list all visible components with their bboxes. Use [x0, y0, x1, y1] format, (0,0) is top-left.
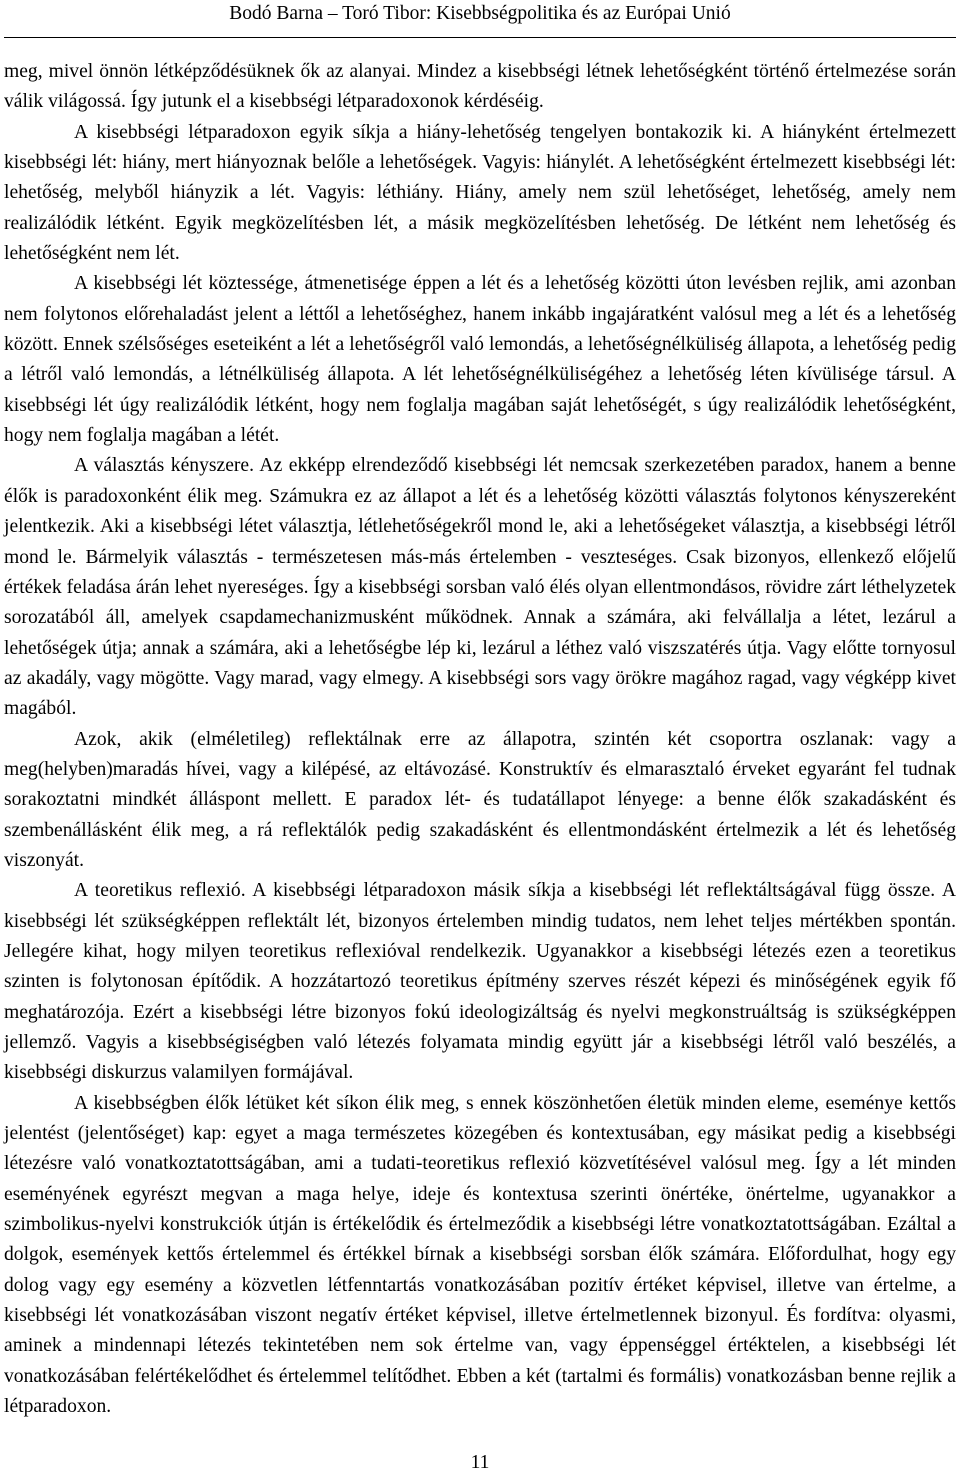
paragraph-theoretical-reflection: A teoretikus reflexió. A kisebbségi létparadoxon másik síkja a kisebbségi lét reflektáltságával függ össze. A kisebbségi lét szükségképpen reflektált lét, bizonyos értelemben mindig tudatos, nem lehet teljes mértékben spontán. Jellegére kihat, hogy milyen teoretikus reflexióval rendelkezik. Ugyanakkor a kisebbségi létezés ezen a teoretikus szinten is folytonosan építődik. A hozzátartozó teoretikus építmény szerves részét képezi és minőségének egyik fő meghatározója. Ezért a kisebbségi létre bizonyos fokú ideologizáltság és nyelvi megkonstruáltság is szükségképpen jellemző. Vagyis a kisebbségiségben való létezés folyamata mindig együtt jár a kisebbségi létről való beszélés, a kisebbségi diskurzus valamilyen formájával. — [4, 880, 956, 1084]
paragraph-two-planes: A kisebbségben élők létüket két síkon élik meg, s ennek köszönhetően életük minden eleme, eseménye kettős jelentést (jelentőséget) kap: egyet a maga természetes közegében és kontextusában, egy másikat pedig a kisebbségi létezésre való vonatkoztatottságában, ami a tudati-teoretikus reflexió közvetítésével valósul meg. Így a lét minden eseményének egyrészt megvan a maga helye, ideje és kontextusa szerinti önértéke, önértelme, ugyanakkor a szimbolikus-nyelvi konstrukciók útján is értékelődik és értelmeződik a kisebbségi létre vonatkoztatottságában. Ezáltal a dolgok, események kettős értelemmel és értékkel bírnak a kisebbségi sorsban élők számára. Előfordulhat, hogy egy dolog vagy egy esemény a közvetlen létfenntartás vonatkozásában pozitív értéket képvisel, illetve van értelme, a kisebbségi lét vonatkozásában viszont negatív értéket képvisel, illetve értelmetlennek bizonyul. És fordítva: olyasmi, aminek a mindennapi létezés tekintetében nem sok értelme van, vagy éppenséggel értéktelen, a kisebbségi lét vonatkozásában felértékelődhet és értelemmel telítődhet. Ebben a két (tartalmi és formális) vonatkozásban benne rejlik a létparadoxon. — [4, 1092, 956, 1418]
page-number: 11 — [470, 1452, 490, 1473]
paragraph-continuation: meg, mivel önnön létképződésüknek ők az alanyai. Mindez a kisebbségi létnek lehetőségként történő értelmezése során válik világossá. Így jutunk el a kisebbségi létparadoxonok kérdéséig. — [4, 61, 956, 113]
paragraph-forced-choice: A választás kényszere. Az ekképp elrendeződő kisebbségi lét nemcsak szerkezetében paradox, hanem a benne élők is paradoxonként élik meg. Számukra ez az állapot a lét és a lehetőség közötti választás folytonos kényszereként jelentkezik. Aki a kisebbségi létet választja, létlehetőségekről mond le, aki a lehetőségeket választja, a kisebbségi létről mond le. Bármelyik választás - természetesen más-más értelemben - veszteséges. Csak bizonyos, ellenkező előjelű értékek feladása árán lehet nyereséges. Így a kisebbségi sorsban való élés olyan ellentmondásos, rövidre zárt léthelyzetek sorozatából áll, amelyek csapdamechanizmusként működnek. Annak a számára, aki felvállalja a létet, lezárul a lehetőségek útja; annak a számára, aki a lehetőségbe lép ki, lezárul a léthez való viszszatérés útja. Vagy előtte tornyosul az akadály, vagy mögötte. Vagy marad, vagy elmegy. A kisebbségi sors vagy örökre magához ragad, vagy végképp kivet magából. — [4, 455, 956, 720]
running-header: Bodó Barna – Toró Tibor: Kisebbségpolitika és az Európai Unió — [229, 3, 731, 24]
paragraph-reflection-groups: Azok, akik (elméletileg) reflektálnak erre az állapotra, szintén két csoportra oszlanak: vagy a meg(helyben)maradás hívei, vagy a kilépésé, az eltávozásé. Konstruktív és elmarasztaló érveket egyaránt fel tudnak sorakoztatni mindkét álláspont mellett. E paradox lét- és tudatállapot lényege: a benne élők szakadásként és szembenállásként élik meg, a rá reflektálók pedig szakadásként és ellentmondásként értelmezik a lét és lehetőség viszonyát. — [4, 728, 956, 871]
header-divider — [4, 37, 956, 38]
paragraph-in-betweenness: A kisebbségi lét köztessége, átmenetisége éppen a lét és a lehetőség közötti úton levésben rejlik, ami azonban nem folytonos előrehaladást jelent a léttől a lehetőséghez, hanem inkább ingajáratként valósul meg a lét és a lehetőség között. Ennek szélsőséges eseteiként a lét a lehetőségről való lemondás, a lehetőségnélküliség állapota, a lehetőség pedig a létről való lemondás, a létnélküliség állapota. A lét lehetőségnélküliségéhez a lehetőség léten kívülisége társul. A kisebbségi lét úgy realizálódik létként, hogy nem foglalja magában saját lehetőségét, s úgy realizálódik lehetőségként, hogy nem foglalja magában a létét. — [4, 273, 956, 447]
paragraph-lack-possibility: A kisebbségi létparadoxon egyik síkja a hiány-lehetőség tengelyen bontakozik ki. A hiányként értelmezett kisebbségi lét: hiány, mert hiányoznak belőle a lehetőségek. Vagyis: hiánylét. A lehetőségként értelmezett kisebbségi lét: lehetőség, melyből hiányzik a lét. Vagyis: léthiány. Hiány, amely nem szül lehetőséget, lehetőség, amely nem realizálódik létként. Egyik megközelítésben lét, a másik megközelítésben lehetőség. De létként nem lehetőség és lehetőségként nem lét. — [4, 121, 956, 265]
body-text — [4, 57, 956, 1422]
